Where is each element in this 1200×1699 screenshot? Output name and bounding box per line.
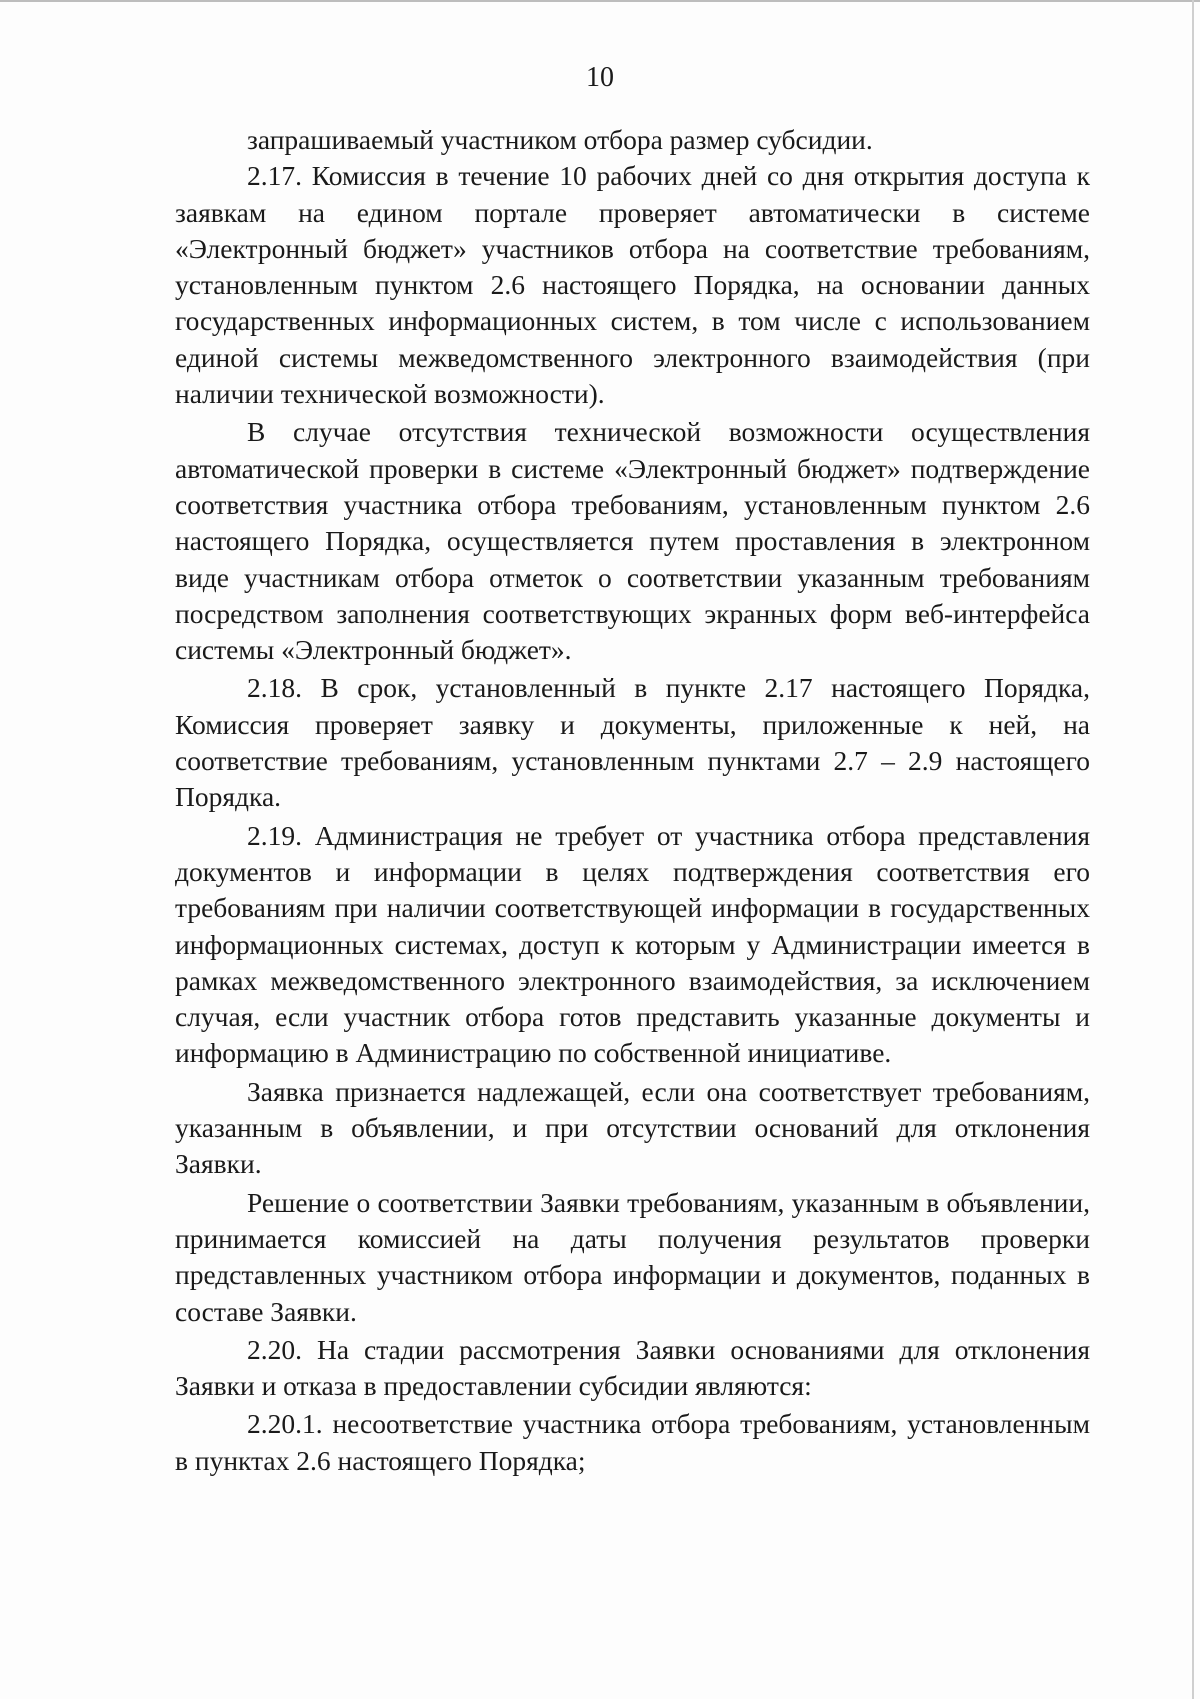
paragraph-2-18: 2.18. В срок, установленный в пункте 2.17 настоящего Порядка, Комиссия проверяет заявку и документы, приложенные к ней, на соответствие требованиям, установленным пунктами 2.7 – 2.9 настоящего Порядка.	[175, 672, 1090, 813]
scan-edge-top	[0, 0, 1200, 2]
paragraph-application-proper: Заявка признается надлежащей, если она соответствует требованиям, указанным в объявлении, и при отсутствии оснований для отклонения Заявки.	[175, 1075, 1090, 1180]
paragraph-decision-compliance: Решение о соответствии Заявки требованиям, указанным в объявлении, принимается комиссией на даты получения результатов проверки представленных участником отбора информации и документов, поданных в составе Заявки.	[175, 1186, 1090, 1327]
scan-edge-right	[1192, 0, 1194, 1699]
page-number: 10	[586, 62, 614, 93]
paragraph-2-20-1: 2.20.1. несоответствие участника отбора требованиям, установленным в пунктах 2.6 настоящего Порядка;	[175, 1408, 1090, 1476]
paragraph-2-19: 2.19. Администрация не требует от участника отбора представления документов и информации в целях подтверждения соответствия его требованиям при наличии соответствующей информации в государственных информационных системах, доступ к которым у Администрации имеется в рамках межведомственного электронного взаимодействия, за исключением случая, если участник отбора готов представить указанные документы и информацию в Администрацию по собственной инициативе.	[175, 819, 1090, 1069]
paragraph-2-17: 2.17. Комиссия в течение 10 рабочих дней со дня открытия доступа к заявкам на едином портале проверяет автоматически в системе «Электронный бюджет» участников отбора на соответствие требованиям, установленным пунктом 2.6 настоящего Порядка, на основании данных государственных информационных систем, в том числе с использованием единой системы межведомственного электронного взаимодействия (при наличии технической возможности).	[175, 160, 1090, 410]
paragraph-no-technical-possibility: В случае отсутствия технической возможности осуществления автоматической проверки в системе «Электронный бюджет» подтверждение соответствия участника отбора требованиям, установленным пунктом 2.6 настоящего Порядка, осуществляется путем проставления в электронном виде участникам отбора отметок о соответствии указанным требованиям посредством заполнения соответствующих экранных форм веб-интерфейса системы «Электронный бюджет».	[175, 416, 1090, 666]
document-body	[175, 122, 1090, 1479]
paragraph-continuation: запрашиваемый участником отбора размер субсидии.	[247, 124, 873, 155]
paragraph-2-20: 2.20. На стадии рассмотрения Заявки основаниями для отклонения Заявки и отказа в предоставлении субсидии являются:	[175, 1333, 1090, 1402]
